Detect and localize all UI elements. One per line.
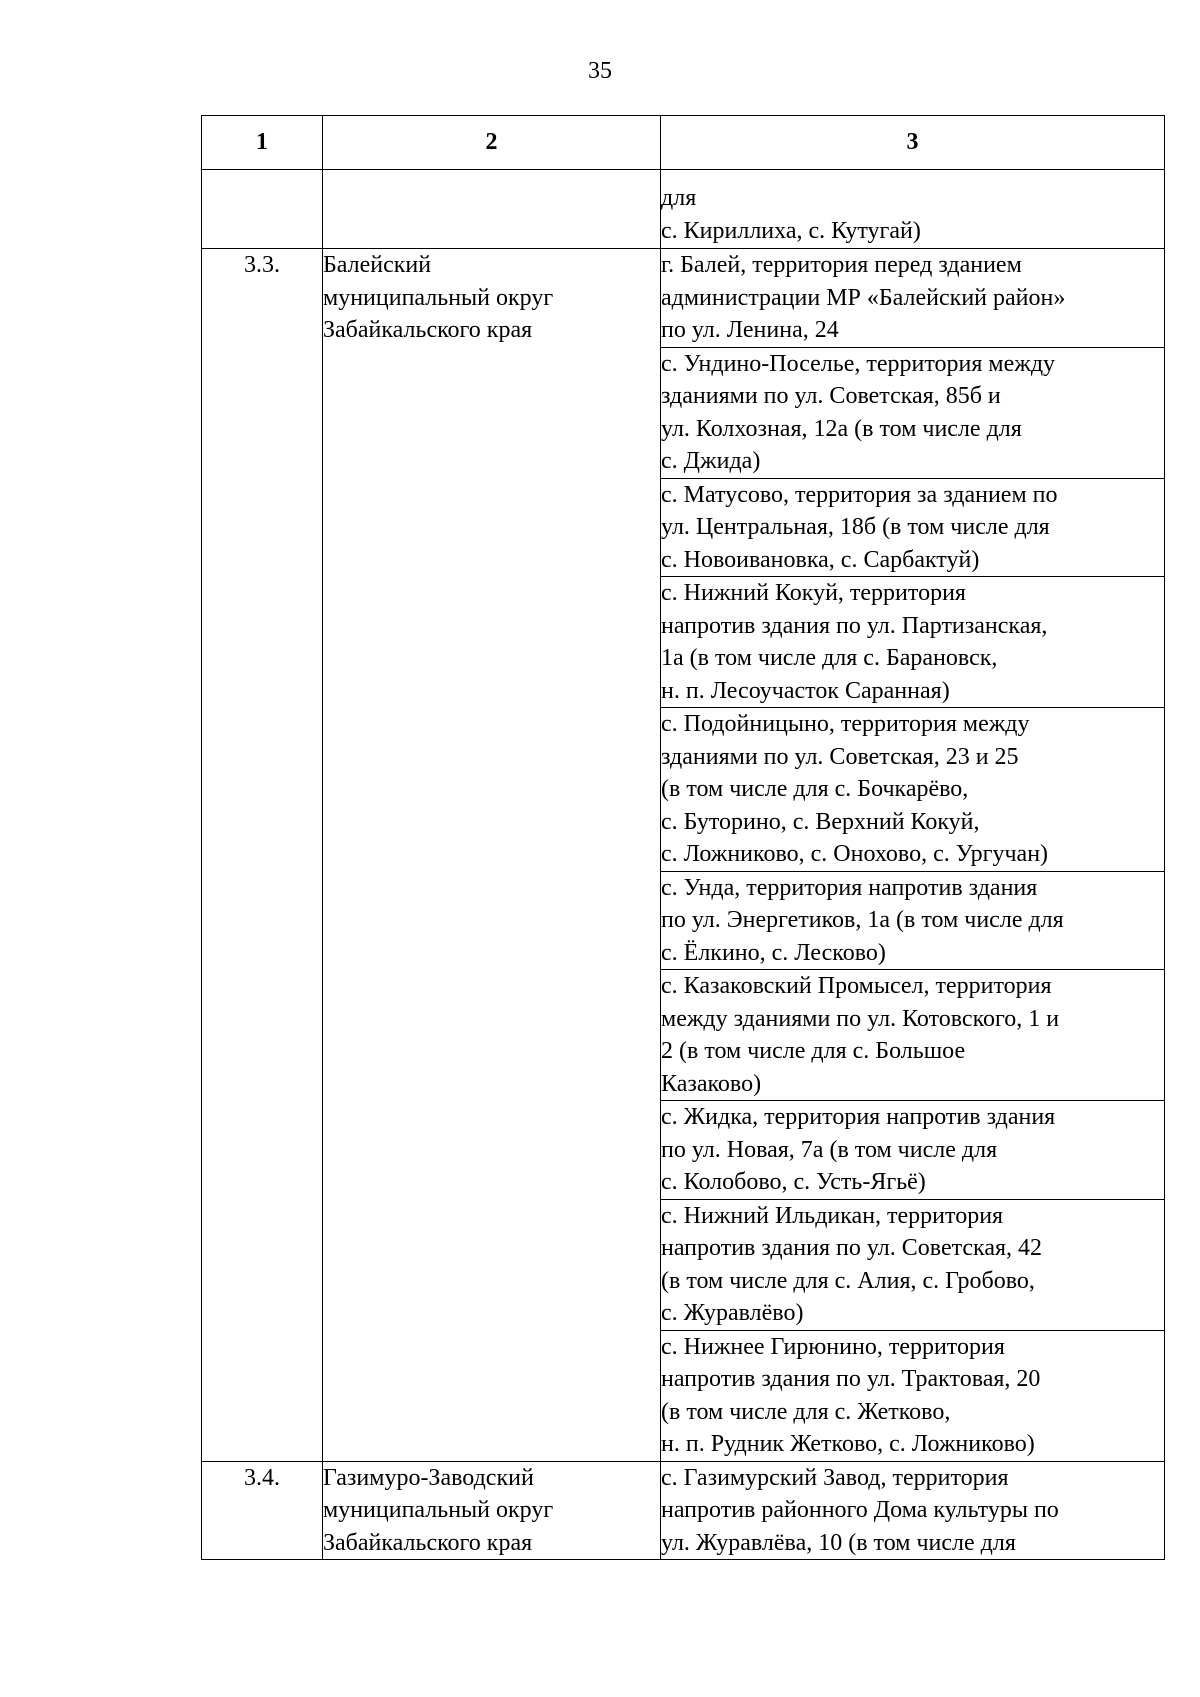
municipality-line: Балейский <box>323 252 432 278</box>
address-line: напротив здания по ул. Советская, 42 <box>661 1235 1043 1261</box>
address-line: с. Матусово, территория за зданием по <box>661 481 1058 508</box>
address-line: ул. Колхозная, 12а (в том числе для <box>661 415 1022 442</box>
municipality-cell <box>323 1461 661 1560</box>
address-line: зданиями по ул. Советская, 85б и <box>661 383 1001 409</box>
address-line: ул. Журавлёва, 10 (в том числе для <box>661 1529 1016 1556</box>
header-col-3: 3 <box>661 116 1165 170</box>
locations-table <box>201 115 1165 1560</box>
continuation-row <box>202 170 1165 249</box>
address-line: с. Журавлёво) <box>661 1300 804 1326</box>
address-line: зданиями по ул. Советская, 23 и 25 <box>661 743 1019 770</box>
address-cell <box>661 708 1165 872</box>
address-cell <box>661 577 1165 708</box>
address-line: с. Унда, территория напротив здания <box>661 874 1038 901</box>
address-line: (в том числе для с. Жетково, <box>661 1398 951 1425</box>
row-number-cell: 3.4. <box>202 1461 323 1560</box>
table-header-row <box>202 116 1165 170</box>
address-line: (в том числе для с. Бочкарёво, <box>661 776 969 802</box>
address-line: с. Ёлкино, с. Лесково) <box>661 939 886 966</box>
row-number-cell: 3.3. <box>202 249 323 1462</box>
municipality-line: Газимуро-Заводский <box>323 1464 534 1491</box>
address-cell <box>661 1101 1165 1200</box>
address-line: с. Казаковский Промысел, территория <box>661 973 1052 999</box>
address-line: с. Новоивановка, с. Сарбактуй) <box>661 546 980 573</box>
continuation-municipality-cell <box>323 170 661 249</box>
table-row <box>202 249 1165 348</box>
address-line: с. Жидка, территория напротив здания <box>661 1104 1056 1130</box>
municipality-line: муниципальный округ <box>323 284 554 311</box>
address-line: н. п. Рудник Жетково, с. Ложниково) <box>661 1431 1035 1457</box>
address-line: с. Ундино-Поселье, территория между <box>661 350 1056 377</box>
address-cell <box>661 347 1165 478</box>
address-line: с. Джида) <box>661 448 761 474</box>
address-line: Казаково) <box>661 1070 762 1097</box>
address-line: для <box>661 185 697 211</box>
municipality-cell <box>323 249 661 1462</box>
address-cell <box>661 249 1165 348</box>
address-line: с. Ложниково, с. Онохово, с. Ургучан) <box>661 841 1049 867</box>
address-cell <box>661 1330 1165 1461</box>
municipality-line: Забайкальского края <box>323 317 533 343</box>
address-line: между зданиями по ул. Котовского, 1 и <box>661 1005 1060 1032</box>
address-line: с. Подойницыно, территория между <box>661 711 1030 737</box>
address-line: н. п. Лесоучасток Саранная) <box>661 677 950 704</box>
header-col-2: 2 <box>323 116 661 170</box>
address-line: с. Колобово, с. Усть-Ягьё) <box>661 1169 926 1195</box>
address-cell <box>661 871 1165 970</box>
page-number: 35 <box>588 58 612 84</box>
continuation-num-cell <box>202 170 323 249</box>
address-line: с. Нижний Ильдикан, территория <box>661 1202 1004 1229</box>
address-line: напротив здания по ул. Трактовая, 20 <box>661 1366 1041 1392</box>
address-cell <box>661 1461 1165 1560</box>
header-col-1: 1 <box>202 116 323 170</box>
address-line: с. Нижнее Гирюнино, территория <box>661 1333 1005 1360</box>
address-line: г. Балей, территория перед зданием <box>661 252 1022 278</box>
address-line: по ул. Новая, 7а (в том числе для <box>661 1136 998 1163</box>
table-row <box>202 1461 1165 1560</box>
address-cell <box>661 1199 1165 1330</box>
address-line: напротив районного Дома культуры по <box>661 1497 1059 1523</box>
address-cell <box>661 970 1165 1101</box>
address-line: (в том числе для с. Алия, с. Гробово, <box>661 1267 1035 1294</box>
address-line: с. Кириллиха, с. Кутугай) <box>661 217 921 244</box>
address-line: 2 (в том числе для с. Большое <box>661 1038 966 1064</box>
address-line: с. Нижний Кокуй, территория <box>661 580 966 606</box>
address-line: 1а (в том числе для с. Барановск, <box>661 645 998 671</box>
address-line: по ул. Энергетиков, 1а (в том числе для <box>661 907 1064 933</box>
address-line: с. Газимурский Завод, территория <box>661 1464 1009 1491</box>
address-line: администрации МР «Балейский район» <box>661 284 1066 311</box>
municipality-line: муниципальный округ <box>323 1497 554 1523</box>
address-line: с. Буторино, с. Верхний Кокуй, <box>661 808 980 835</box>
address-line: напротив здания по ул. Партизанская, <box>661 612 1048 639</box>
continuation-address-cell <box>661 170 1165 249</box>
table-body <box>202 116 1165 1560</box>
address-cell <box>661 478 1165 577</box>
address-line: ул. Центральная, 18б (в том числе для <box>661 514 1050 540</box>
address-line: по ул. Ленина, 24 <box>661 317 839 343</box>
municipality-line: Забайкальского края <box>323 1529 533 1556</box>
